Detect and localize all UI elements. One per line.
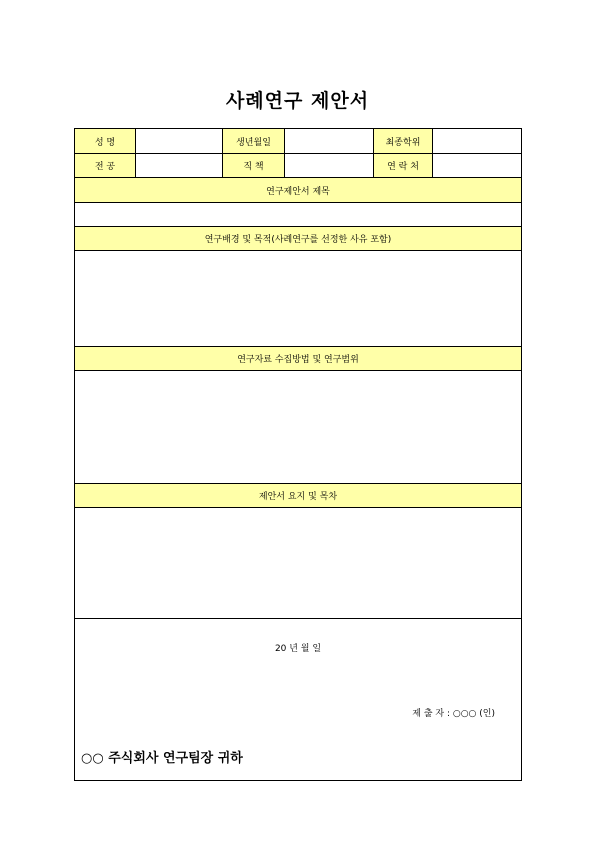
proposal-title-field[interactable] (75, 202, 521, 226)
birthdate-label: 생년월일 (222, 129, 284, 153)
degree-field[interactable] (432, 129, 521, 153)
proposal-title-header: 연구제안서 제목 (75, 177, 521, 202)
submitter-line: 제 출 자 : ○○○ (인) (412, 709, 495, 719)
contact-field[interactable] (432, 154, 521, 177)
birthdate-field[interactable] (284, 129, 373, 153)
summary-header: 제안서 요지 및 목차 (75, 483, 521, 507)
position-label: 직 책 (222, 154, 284, 177)
contact-label: 연 락 처 (373, 154, 432, 177)
major-label: 전 공 (75, 154, 135, 177)
degree-label: 최종학위 (373, 129, 432, 153)
document-title: 사례연구 제안서 (225, 90, 370, 112)
data-collection-header: 연구자료 수집방법 및 연구범위 (75, 346, 521, 370)
addressee-line: ○○ 주식회사 연구팀장 귀하 (81, 751, 243, 766)
data-collection-field[interactable] (75, 370, 521, 483)
name-label: 성 명 (75, 129, 135, 153)
date-line: 20 년 월 일 (274, 644, 322, 654)
background-header: 연구배경 및 목적(사례연구를 선정한 사유 포함) (75, 226, 521, 250)
name-field[interactable] (135, 129, 222, 153)
summary-field[interactable] (75, 507, 521, 618)
position-field[interactable] (284, 154, 373, 177)
signature-area (75, 618, 521, 782)
info-row-1 (75, 129, 521, 153)
info-row-2 (75, 153, 521, 177)
major-field[interactable] (135, 154, 222, 177)
background-field[interactable] (75, 250, 521, 346)
proposal-form (74, 128, 522, 781)
